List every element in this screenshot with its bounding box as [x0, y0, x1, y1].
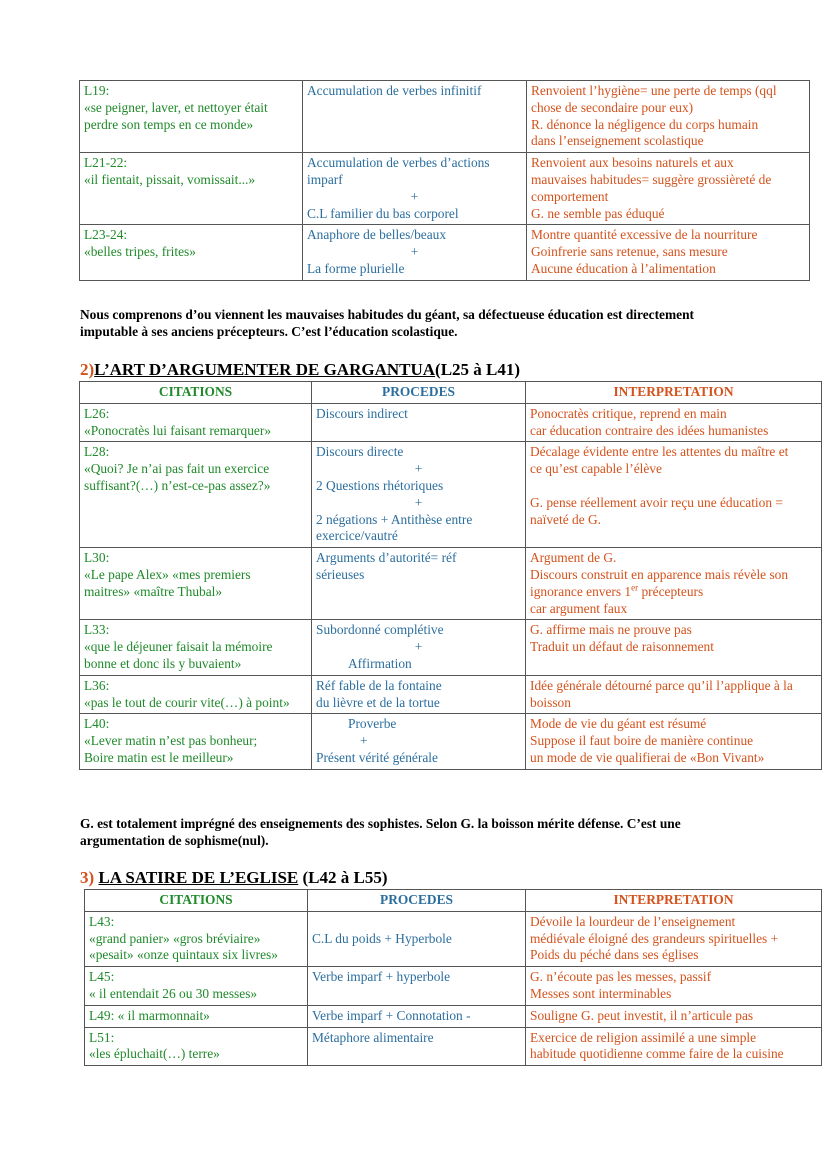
cell-line: Dévoile la lourdeur de l’enseignement — [530, 913, 736, 929]
cell-line: Présent vérité générale — [316, 749, 438, 765]
cell-line: chose de secondaire pour eux) — [531, 99, 694, 115]
header-citations: CITATIONS — [85, 890, 308, 912]
section-number: 3) — [80, 868, 95, 887]
interpretation-cell — [526, 911, 822, 966]
cell-line: Ponocratès critique, reprend en main — [530, 405, 727, 421]
cell-line: Réf fable de la fontaine — [316, 677, 442, 693]
cell-line: habitude quotidienne comme faire de la cuisine — [530, 1046, 784, 1062]
cell-line: Montre quantité excessive de la nourriture — [531, 227, 758, 243]
cell-line: Décalage évidente entre les attentes du maître et — [530, 444, 789, 460]
cell-line: «grand panier» «gros bréviaire» — [89, 930, 261, 946]
section-range: (L25 à L41) — [435, 360, 521, 379]
cell-line: Métaphore alimentaire — [312, 1029, 434, 1045]
cell-line: « il entendait 26 ou 30 messes» — [89, 985, 258, 1001]
cell-line: boisson — [530, 694, 571, 710]
conclusion-paragraph-1 — [80, 306, 760, 340]
procede-cell — [308, 1027, 526, 1066]
table-row — [85, 911, 822, 966]
citation-cell — [85, 911, 308, 966]
table-satire — [84, 889, 822, 1066]
cell-line: L51: — [89, 1029, 115, 1045]
cell-line: Renvoient aux besoins naturels et aux — [531, 155, 734, 171]
cell-line: L30: — [84, 550, 110, 566]
header-procedes: PROCEDES — [312, 382, 526, 404]
cell-line: Verbe imparf + hyperbole — [312, 969, 451, 985]
cell-line: exercice/vautré — [316, 528, 398, 544]
cell-line: naïveté de G. — [530, 511, 602, 527]
procede-cell — [312, 620, 526, 675]
cell-line: 2 négations + Antithèse entre — [316, 511, 473, 527]
cell-line: L49: « il marmonnait» — [89, 1007, 210, 1023]
table-row — [85, 1027, 822, 1066]
citation-cell — [80, 714, 312, 769]
cell-line: Aucune éducation à l’alimentation — [531, 260, 716, 276]
table-row — [85, 1005, 822, 1027]
cell-line: Accumulation de verbes d’actions — [307, 155, 490, 171]
cell-line: L36: — [84, 677, 110, 693]
cell-line: L33: — [84, 622, 110, 638]
interpretation-cell — [526, 714, 822, 769]
procede-cell — [312, 403, 526, 442]
citation-cell — [85, 967, 308, 1006]
cell-line: «les épluchait(…) terre» — [89, 1046, 220, 1062]
cell-line: Goinfrerie sans retenue, sans mesure — [531, 244, 728, 260]
citation-cell — [80, 153, 303, 225]
cell-line: Poids du péché dans ses églises — [530, 947, 699, 963]
plus-sign: + — [414, 494, 423, 510]
cell-line: L21-22: — [84, 155, 128, 171]
section-3-title — [80, 868, 388, 888]
cell-line: dans l’enseignement scolastique — [531, 133, 704, 149]
plus-sign: + — [414, 461, 423, 477]
cell-line: «pesait» «onze quintaux six livres» — [89, 947, 278, 963]
table-row — [80, 675, 822, 714]
section-number: 2) — [80, 360, 95, 379]
paragraph-line: argumentation de sophisme(nul). — [80, 833, 269, 848]
cell-line: Discours directe — [316, 444, 404, 460]
conclusion-paragraph-2 — [80, 815, 760, 849]
citation-cell — [80, 620, 312, 675]
cell-line: bonne et donc ils y buvaient» — [84, 655, 242, 671]
section-2-title — [80, 360, 520, 380]
cell-line: Traduit un défaut de raisonnement — [530, 639, 714, 655]
cell-line: «que le déjeuner faisait la mémoire — [84, 639, 273, 655]
paragraph-line: G. est totalement imprégné des enseignements des sophistes. Selon G. la boisson mérite défense. C’est une — [80, 816, 681, 831]
spacer — [530, 478, 817, 495]
procede-cell — [303, 153, 527, 225]
cell-line: L23-24: — [84, 227, 128, 243]
cell-line: Accumulation de verbes infinitif — [307, 83, 482, 98]
citation-cell — [85, 1005, 308, 1027]
plus-sign: + — [360, 733, 368, 749]
section-title-text: LA SATIRE DE L’EGLISE — [98, 868, 299, 887]
interpretation-cell — [526, 1027, 822, 1066]
cell-line: L19: — [84, 83, 110, 98]
procede-cell — [312, 714, 526, 769]
cell-line: R. dénonce la négligence du corps humain — [531, 116, 759, 132]
procede-cell — [308, 911, 526, 966]
citation-cell — [80, 442, 312, 548]
cell-line: G. ne semble pas éduqué — [531, 205, 665, 221]
interpretation-cell — [527, 153, 810, 225]
cell-line: Arguments d’autorité= réf — [316, 550, 457, 566]
interpretation-cell — [527, 81, 810, 153]
table-row — [80, 403, 822, 442]
interpretation-cell — [527, 225, 810, 280]
plus-sign: + — [414, 639, 423, 655]
cell-line: Subordonné complétive — [316, 622, 444, 638]
cell-line: Messes sont interminables — [530, 985, 672, 1001]
cell-line: C.L du poids + Hyperbole — [312, 930, 452, 946]
table-row — [80, 81, 810, 153]
cell-line: maitres» «maître Thubal» — [84, 583, 223, 599]
interpretation-cell — [526, 967, 822, 1006]
procede-cell — [308, 1005, 526, 1027]
cell-line: G. affirme mais ne prouve pas — [530, 622, 692, 638]
cell-line: Boire matin est le meilleur» — [84, 749, 234, 765]
citation-cell — [80, 81, 303, 153]
procede-cell — [312, 675, 526, 714]
procede-cell — [303, 81, 527, 153]
paragraph-line: imputable à ses anciens précepteurs. C’est l’éducation scolastique. — [80, 324, 458, 339]
cell-line: L45: — [89, 969, 115, 985]
cell-line: Mode de vie du géant est résumé — [530, 716, 707, 732]
cell-line: La forme plurielle — [307, 260, 405, 276]
interpretation-cell — [526, 1005, 822, 1027]
cell-line: «il fientait, pissait, vomissait...» — [84, 171, 256, 187]
cell-line: «Quoi? Je n’ai pas fait un exercice — [84, 461, 270, 477]
cell-line: mauvaises habitudes= suggère grossièreté de — [531, 171, 772, 187]
plus-sign: + — [410, 188, 419, 204]
cell-line: «Le pape Alex» «mes premiers — [84, 566, 251, 582]
cell-line: «Ponocratès lui faisant remarquer» — [84, 422, 272, 438]
section-range: (L42 à L55) — [298, 868, 388, 887]
cell-line: Affirmation — [348, 655, 412, 671]
citation-cell — [80, 675, 312, 714]
cell-line: suffisant?(…) n’est-ce-pas assez?» — [84, 477, 271, 493]
interpretation-cell — [526, 620, 822, 675]
cell-line: G. pense réellement avoir reçu une éducation = — [530, 494, 783, 510]
cell-line: Suppose il faut boire de manière continue — [530, 733, 754, 749]
cell-line: «pas le tout de courir vite(…) à point» — [84, 694, 290, 710]
header-interpretation: INTERPRETATION — [526, 890, 822, 912]
cell-line: Discours indirect — [316, 405, 408, 421]
citation-cell — [85, 1027, 308, 1066]
cell-line: Souligne G. peut investit, il n’articule pas — [530, 1007, 754, 1023]
header-procedes: PROCEDES — [308, 890, 526, 912]
table-row — [85, 967, 822, 1006]
cell-line: «belles tripes, frites» — [84, 244, 196, 260]
table-header-row — [85, 890, 822, 912]
table-row — [80, 442, 822, 548]
cell-line: L40: — [84, 716, 110, 732]
table-hygiene — [79, 80, 810, 281]
table-row — [80, 714, 822, 769]
table-row — [80, 225, 810, 280]
cell-line: car éducation contraire des idées humanistes — [530, 422, 769, 438]
procede-cell — [303, 225, 527, 280]
cell-line: Exercice de religion assimilé a une simple — [530, 1029, 757, 1045]
cell-line: imparf — [307, 171, 343, 187]
cell-line: comportement — [531, 188, 609, 204]
cell-line: ce qu’est capable l’élève — [530, 461, 662, 477]
citation-cell — [80, 225, 303, 280]
interpretation-cell — [526, 442, 822, 548]
cell-line: un mode de vie qualifierai de «Bon Vivant» — [530, 749, 765, 765]
cell-line: du lièvre et de la tortue — [316, 694, 440, 710]
cell-line: Proverbe — [348, 716, 397, 732]
header-interpretation: INTERPRETATION — [526, 382, 822, 404]
interpretation-cell — [526, 403, 822, 442]
cell-line: car argument faux — [530, 600, 628, 616]
cell-line: Argument de G. — [530, 550, 617, 566]
cell-line: L28: — [84, 444, 110, 460]
citation-cell — [80, 403, 312, 442]
citation-cell — [80, 548, 312, 620]
header-citations: CITATIONS — [80, 382, 312, 404]
section-title-text: L’ART D’ARGUMENTER DE GARGANTUA — [94, 360, 436, 379]
cell-line: médiévale éloigné des grandeurs spirituelles + — [530, 930, 779, 946]
procede-cell — [308, 967, 526, 1006]
table-row — [80, 620, 822, 675]
cell-line: Verbe imparf + Connotation - — [312, 1007, 471, 1023]
cell-line: «Lever matin n’est pas bonheur; — [84, 733, 258, 749]
cell-line: sérieuses — [316, 566, 365, 582]
cell-line: Idée générale détourné parce qu’il l’applique à la — [530, 677, 793, 693]
cell-line: Discours construit en apparence mais révèle son — [530, 566, 789, 582]
cell-line: L26: — [84, 405, 110, 421]
table-header-row — [80, 382, 822, 404]
interpretation-cell — [526, 675, 822, 714]
plus-sign: + — [410, 244, 419, 260]
cell-line: perdre son temps en ce monde» — [84, 116, 254, 132]
cell-line: L43: — [89, 913, 115, 929]
procede-cell — [312, 442, 526, 548]
spacer — [312, 914, 521, 931]
paragraph-line: Nous comprenons d’ou viennent les mauvaises habitudes du géant, sa défectueuse éducation est directement — [80, 307, 695, 322]
table-row — [80, 153, 810, 225]
cell-line: Renvoient l’hygiène= une perte de temps (qql — [531, 83, 777, 98]
table-row — [80, 548, 822, 620]
procede-cell — [312, 548, 526, 620]
cell-line: G. n’écoute pas les messes, passif — [530, 969, 712, 985]
cell-line: ignorance envers 1er précepteurs — [530, 582, 704, 599]
cell-line: «se peigner, laver, et nettoyer était — [84, 99, 268, 115]
cell-line: 2 Questions rhétoriques — [316, 477, 444, 493]
table-argumentation — [79, 381, 822, 770]
cell-line: C.L familier du bas corporel — [307, 205, 459, 221]
interpretation-cell — [526, 548, 822, 620]
cell-line: Anaphore de belles/beaux — [307, 227, 447, 243]
